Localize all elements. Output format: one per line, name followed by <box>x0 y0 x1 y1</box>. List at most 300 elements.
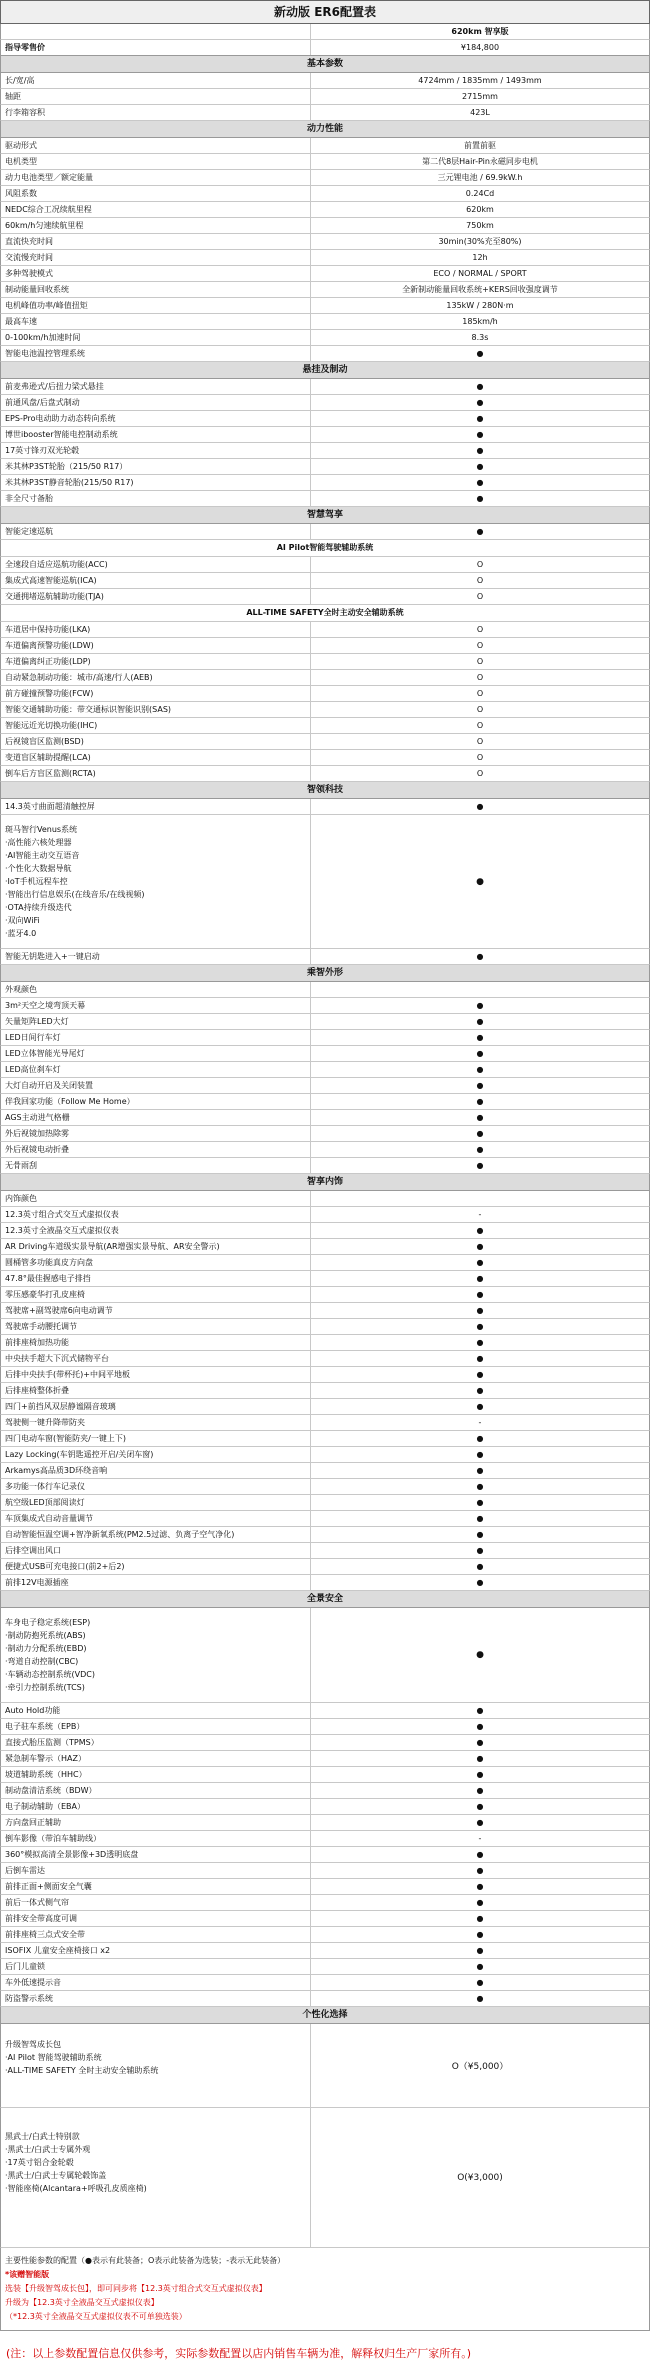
page-title: 新动版 ER6配置表 <box>0 0 650 24</box>
spec-label: 外观颜色 <box>1 982 311 997</box>
spec-label: 前麦弗逊式/后扭力梁式悬挂 <box>1 379 311 394</box>
spec-row <box>0 1415 650 1431</box>
spec-value: ● <box>476 802 484 811</box>
section-header: 全景安全 <box>0 1591 650 1608</box>
spec-row <box>0 750 650 766</box>
spec-multi-line: ·智能出行信息娱乐(在线音乐/在线视频) <box>5 890 145 899</box>
spec-row <box>0 443 650 459</box>
spec-label: 多种驾驶模式 <box>1 266 311 281</box>
subsection-header: AI Pilot智能驾驶辅助系统 <box>0 540 650 557</box>
spec-label: 智能远近光切换功能(IHC) <box>1 718 311 733</box>
spec-value: O <box>476 673 484 682</box>
spec-row <box>0 573 650 589</box>
spec-row <box>0 330 650 346</box>
section-header: 个性化选择 <box>0 2007 650 2024</box>
spec-label: 智能交通辅助功能：带交通标识智能识别(SAS) <box>1 702 311 717</box>
spec-label: 12.3英寸组合式交互式虚拟仪表 <box>1 1207 311 1222</box>
spec-value: ● <box>476 1962 484 1971</box>
spec-row <box>0 1703 650 1719</box>
spec-value: ● <box>476 398 484 407</box>
spec-label: 中央扶手超大下沉式储物平台 <box>1 1351 311 1366</box>
spec-label: 车道居中保持功能(LKA) <box>1 622 311 637</box>
spec-row <box>0 1110 650 1126</box>
section-header: 智享内饰 <box>0 1174 650 1191</box>
spec-value: ● <box>476 430 484 439</box>
spec-value: ● <box>476 1129 484 1138</box>
spec-value: 全新制动能量回收系统+KERS回收强度调节 <box>402 285 558 294</box>
spec-value: ● <box>476 1081 484 1090</box>
spec-value: ● <box>476 1450 484 1459</box>
spec-value: ● <box>476 1946 484 1955</box>
spec-label: 内饰颜色 <box>1 1191 311 1206</box>
spec-label: 四门+前挡风双层静谧隔音玻璃 <box>1 1399 311 1414</box>
section-header: 基本参数 <box>0 56 650 73</box>
spec-value: O <box>476 560 484 569</box>
spec-value: ● <box>476 1770 484 1779</box>
spec-value: O <box>476 592 484 601</box>
spec-label: 驾驶席+副驾驶席6向电动调节 <box>1 1303 311 1318</box>
spec-value: 前置前驱 <box>464 141 496 150</box>
spec-row <box>0 949 650 965</box>
spec-value <box>311 982 649 997</box>
spec-row <box>0 799 650 815</box>
spec-label: 驾驶侧一键升降带防夹 <box>1 1415 311 1430</box>
spec-multi-line: ·高性能六核处理器 <box>5 838 72 847</box>
spec-multi-line: ·17英寸铝合金轮毂 <box>5 2158 74 2167</box>
spec-value: ● <box>476 1097 484 1106</box>
spec-row <box>0 1367 650 1383</box>
spec-label: 电机峰值功率/峰值扭矩 <box>1 298 311 313</box>
spec-label: 自动紧急制动功能：城市/高速/行人(AEB) <box>1 670 311 685</box>
spec-value: ECO / NORMAL / SPORT <box>433 269 527 278</box>
spec-value: ● <box>476 1786 484 1795</box>
spec-label: 后排座椅整体折叠 <box>1 1383 311 1398</box>
spec-label: ISOFIX 儿童安全座椅接口 x2 <box>1 1943 311 1958</box>
spec-label: 制动盘清洁系统（BDW） <box>1 1783 311 1798</box>
spec-value: ● <box>476 1017 484 1026</box>
spec-value: 第二代8层Hair-Pin永磁同步电机 <box>422 157 538 166</box>
spec-label: 大灯自动开启及关闭装置 <box>1 1078 311 1093</box>
spec-value: 620km <box>466 205 494 214</box>
spec-row <box>0 1062 650 1078</box>
spec-row <box>0 1895 650 1911</box>
spec-multi-line: ·制动力分配系统(EBD) <box>5 1644 87 1653</box>
spec-value: ● <box>476 1994 484 2003</box>
spec-label: 前方碰撞预警功能(FCW) <box>1 686 311 701</box>
spec-value: ● <box>476 478 484 487</box>
spec-row <box>0 1271 650 1287</box>
spec-multi-line: ·弯道自动控制(CBC) <box>5 1657 79 1666</box>
spec-label: 前排正面+侧面安全气囊 <box>1 1879 311 1894</box>
spec-row <box>0 250 650 266</box>
spec-row <box>0 138 650 154</box>
spec-row <box>0 524 650 540</box>
spec-row <box>0 282 650 298</box>
spec-value: ● <box>476 1578 484 1587</box>
spec-label: 电子驻车系统（EPB） <box>1 1719 311 1734</box>
spec-row <box>0 1399 650 1415</box>
spec-label: 后排空调出风口 <box>1 1543 311 1558</box>
spec-row <box>0 1158 650 1174</box>
spec-value: - <box>478 1210 482 1219</box>
spec-row <box>0 1943 650 1959</box>
spec-label: 智能无钥匙进入+一键启动 <box>1 949 311 964</box>
spec-row <box>0 982 650 998</box>
spec-label: 17英寸锋刃双光轮毂 <box>1 443 311 458</box>
section-header: 智慧驾享 <box>0 507 650 524</box>
spec-label: 长/宽/高 <box>1 73 311 88</box>
spec-value: ● <box>476 1226 484 1235</box>
spec-value: O <box>476 705 484 714</box>
spec-label: 60km/h匀速续航里程 <box>1 218 311 233</box>
spec-row <box>0 1495 650 1511</box>
spec-label: 博世ibooster智能电控制动系统 <box>1 427 311 442</box>
spec-multi-line: ·双向WiFi <box>5 916 40 925</box>
spec-value: 2715mm <box>462 92 498 101</box>
spec-value: ● <box>476 1738 484 1747</box>
spec-value: ● <box>476 1482 484 1491</box>
spec-label: 倒车影像（带泊车辅助线） <box>1 1831 311 1846</box>
spec-value: ● <box>476 1530 484 1539</box>
spec-value: 135kW / 280N·m <box>446 301 514 310</box>
spec-value: 750km <box>466 221 494 230</box>
spec-row <box>0 427 650 443</box>
spec-multi-line: 黑武士/白武士特别款 <box>5 2132 80 2141</box>
spec-row <box>0 1431 650 1447</box>
spec-row <box>0 1959 650 1975</box>
spec-label: Arkamys高品质3D环绕音响 <box>1 1463 311 1478</box>
spec-label: 前排座椅三点式安全带 <box>1 1927 311 1942</box>
spec-multi-row <box>0 2024 650 2108</box>
spec-value: 4724mm / 1835mm / 1493mm <box>418 76 542 85</box>
spec-value: ● <box>476 414 484 423</box>
spec-value: ● <box>476 1514 484 1523</box>
model-header: 620km 智享版 <box>451 27 509 36</box>
spec-label: 后排中央扶手(带杯托)+中间平地板 <box>1 1367 311 1382</box>
spec-value: ● <box>476 1930 484 1939</box>
spec-row <box>0 702 650 718</box>
spec-value: ● <box>476 1338 484 1347</box>
spec-label: 前通风盘/后盘式制动 <box>1 395 311 410</box>
price-row <box>0 40 650 56</box>
spec-label: 车顶集成式自动音量调节 <box>1 1511 311 1526</box>
spec-row <box>0 734 650 750</box>
spec-label: 车外低速提示音 <box>1 1975 311 1990</box>
spec-label: 47.8°最佳握感电子排挡 <box>1 1271 311 1286</box>
spec-value: ● <box>476 1161 484 1170</box>
spec-value: ● <box>476 1754 484 1763</box>
notes-line: 选装【升级智驾成长包】，即可同步将【12.3英寸组合式交互式虚拟仪表】 <box>5 2284 267 2293</box>
spec-row <box>0 654 650 670</box>
spec-label: 外后视镜加热除雾 <box>1 1126 311 1141</box>
spec-label: 四门电动车窗(智能防夹/一键上下) <box>1 1431 311 1446</box>
spec-row <box>0 1511 650 1527</box>
spec-row <box>0 1527 650 1543</box>
spec-label: 非全尺寸备胎 <box>1 491 311 506</box>
spec-value: ● <box>476 1386 484 1395</box>
spec-label: 电子制动辅助（EBA） <box>1 1799 311 1814</box>
spec-label: 方向盘回正辅助 <box>1 1815 311 1830</box>
spec-row <box>0 1447 650 1463</box>
spec-label: 交流慢充时间 <box>1 250 311 265</box>
spec-label: 矢量矩阵LED大灯 <box>1 1014 311 1029</box>
spec-value: 423L <box>470 108 490 117</box>
spec-label: 车道偏离预警功能(LDW) <box>1 638 311 653</box>
spec-label: 前排安全带高度可调 <box>1 1911 311 1926</box>
spec-row <box>0 1815 650 1831</box>
spec-row <box>0 1014 650 1030</box>
spec-label: 多功能一体行车记录仪 <box>1 1479 311 1494</box>
spec-row <box>0 1287 650 1303</box>
spec-multi-line: ·车辆动态控制系统(VDC) <box>5 1670 96 1679</box>
spec-value: ● <box>476 446 484 455</box>
spec-row <box>0 638 650 654</box>
spec-label: 前排12V电源插座 <box>1 1575 311 1590</box>
spec-value: ● <box>476 1242 484 1251</box>
spec-label: 制动能量回收系统 <box>1 282 311 297</box>
spec-label: 米其林P3ST轮胎（215/50 R17） <box>1 459 311 474</box>
spec-value: ● <box>476 1898 484 1907</box>
spec-row <box>0 1543 650 1559</box>
spec-label: 电机类型 <box>1 154 311 169</box>
spec-row <box>0 89 650 105</box>
spec-row <box>0 1783 650 1799</box>
spec-row <box>0 1927 650 1943</box>
spec-label: 无骨雨刮 <box>1 1158 311 1173</box>
spec-row <box>0 1383 650 1399</box>
spec-label: 圆桶管多功能真皮方向盘 <box>1 1255 311 1270</box>
section-header: 动力性能 <box>0 121 650 138</box>
spec-row <box>0 1094 650 1110</box>
price-label: 指导零售价 <box>1 40 311 55</box>
spec-row <box>0 589 650 605</box>
spec-label: 外后视镜电动折叠 <box>1 1142 311 1157</box>
spec-multi-line: ·黑武士/白武士专属轮毂饰盖 <box>5 2171 107 2180</box>
spec-label: 零压感豪华打孔皮座椅 <box>1 1287 311 1302</box>
spec-row <box>0 1319 650 1335</box>
spec-row <box>0 1126 650 1142</box>
spec-value: ● <box>476 1850 484 1859</box>
spec-multi-line: 车身电子稳定系统(ESP) <box>5 1618 91 1627</box>
spec-label: 全速段自适应巡航功能(ACC) <box>1 557 311 572</box>
spec-row <box>0 1879 650 1895</box>
spec-label: 0-100km/h加速时间 <box>1 330 311 345</box>
spec-row <box>0 1799 650 1815</box>
spec-value: ● <box>476 1001 484 1010</box>
spec-value: ● <box>476 1145 484 1154</box>
spec-value: ● <box>476 1306 484 1315</box>
spec-value: ● <box>476 1370 484 1379</box>
spec-value: ● <box>476 1466 484 1475</box>
spec-multi-line: ·AI智能主动交互语音 <box>5 851 80 860</box>
spec-value: ● <box>476 1498 484 1507</box>
spec-multi-line: ·OTA持续升级迭代 <box>5 903 72 912</box>
spec-row <box>0 491 650 507</box>
spec-label: 前后一体式侧气帘 <box>1 1895 311 1910</box>
spec-label: 直接式胎压监测（TPMS） <box>1 1735 311 1750</box>
spec-row <box>0 1975 650 1991</box>
spec-value: ● <box>476 1706 484 1715</box>
spec-value: O(¥3,000) <box>457 2172 503 2183</box>
spec-row <box>0 1142 650 1158</box>
spec-label: 直流快充时间 <box>1 234 311 249</box>
spec-row <box>0 1255 650 1271</box>
spec-row <box>0 314 650 330</box>
spec-value: 0.24Cd <box>465 189 495 198</box>
spec-row <box>0 1223 650 1239</box>
spec-value: ● <box>476 1914 484 1923</box>
spec-row <box>0 346 650 362</box>
spec-label: 最高车速 <box>1 314 311 329</box>
spec-row <box>0 411 650 427</box>
spec-row <box>0 718 650 734</box>
model-header-row <box>0 24 650 40</box>
spec-row <box>0 1303 650 1319</box>
spec-row <box>0 1030 650 1046</box>
spec-multi-row <box>0 815 650 949</box>
spec-value: 185km/h <box>462 317 498 326</box>
spec-label: 便捷式USB可充电接口(前2+后2) <box>1 1559 311 1574</box>
spec-row <box>0 686 650 702</box>
spec-row <box>0 379 650 395</box>
spec-value: ● <box>476 1866 484 1875</box>
spec-row <box>0 1991 650 2007</box>
spec-value: - <box>478 1834 482 1843</box>
notes-line: （*12.3英寸全液晶交互式虚拟仪表不可单独选装） <box>5 2312 187 2321</box>
spec-label: 交通拥堵巡航辅助功能(TJA) <box>1 589 311 604</box>
notes-line: 升级为【12.3英寸全液晶交互式虚拟仪表】 <box>5 2298 159 2307</box>
spec-value: O <box>476 689 484 698</box>
spec-row <box>0 218 650 234</box>
spec-label: 变道盲区辅助提醒(LCA) <box>1 750 311 765</box>
spec-label: 防盗警示系统 <box>1 1991 311 2006</box>
spec-label: 风阻系数 <box>1 186 311 201</box>
spec-row <box>0 1335 650 1351</box>
spec-multi-line: 升级智驾成长包 <box>5 2040 61 2049</box>
spec-value: ● <box>476 1802 484 1811</box>
spec-row <box>0 1207 650 1223</box>
spec-value: O <box>476 737 484 746</box>
spec-label: 360°模拟高清全景影像+3D透明底盘 <box>1 1847 311 1862</box>
spec-label: 伴我回家功能（Follow Me Home） <box>1 1094 311 1109</box>
spec-row <box>0 1767 650 1783</box>
spec-value: O <box>476 641 484 650</box>
spec-label: 行李箱容积 <box>1 105 311 120</box>
spec-row <box>0 998 650 1014</box>
price-value: ¥184,800 <box>460 43 500 52</box>
spec-multi-line: ·ALL-TIME SAFETY 全时主动安全辅助系统 <box>5 2066 159 2075</box>
spec-row <box>0 475 650 491</box>
spec-row <box>0 1559 650 1575</box>
subsection-header: ALL-TIME SAFETY全时主动安全辅助系统 <box>0 605 650 622</box>
spec-label: 坡道辅助系统（HHC） <box>1 1767 311 1782</box>
spec-value: ● <box>476 1113 484 1122</box>
spec-row <box>0 170 650 186</box>
spec-label: 紧急制车警示（HAZ） <box>1 1751 311 1766</box>
section-header: 智领科技 <box>0 782 650 799</box>
spec-label: 后倒车雷达 <box>1 1863 311 1878</box>
spec-row <box>0 154 650 170</box>
spec-value: ● <box>476 1065 484 1074</box>
spec-row <box>0 1239 650 1255</box>
spec-label: Lazy Locking(车钥匙遥控开启/关闭车窗) <box>1 1447 311 1462</box>
spec-row <box>0 1847 650 1863</box>
spec-label: 集成式高速智能巡航(ICA) <box>1 573 311 588</box>
spec-value: O <box>476 657 484 666</box>
spec-value: O <box>476 769 484 778</box>
spec-value: 三元锂电池 / 69.9kW.h <box>437 173 523 182</box>
spec-label: AR Driving车道级实景导航(AR增强实景导航、AR安全警示) <box>1 1239 311 1254</box>
spec-row <box>0 73 650 89</box>
notes-package-title: *该赠智能版 <box>5 2270 50 2279</box>
spec-row <box>0 298 650 314</box>
spec-multi-label <box>1 1608 311 1702</box>
spec-value: ● <box>476 1402 484 1411</box>
spec-label: EPS-Pro电动助力动态转向系统 <box>1 411 311 426</box>
spec-multi-line: ·黑武士/白武士专属外观 <box>5 2145 91 2154</box>
spec-value: ● <box>476 1049 484 1058</box>
spec-row <box>0 1863 650 1879</box>
spec-multi-line: ·IoT手机远程车控 <box>5 877 68 886</box>
spec-row <box>0 1751 650 1767</box>
spec-row <box>0 234 650 250</box>
spec-value: O <box>476 753 484 762</box>
spec-value: ● <box>476 1562 484 1571</box>
spec-row <box>0 1078 650 1094</box>
spec-value: ● <box>476 1546 484 1555</box>
spec-label: 倒车后方盲区监测(RCTA) <box>1 766 311 781</box>
spec-multi-line: ·智能座椅(Alcantara+呼吸孔皮质座椅) <box>5 2184 147 2193</box>
spec-label: 智能定速巡航 <box>1 524 311 539</box>
spec-value: ● <box>476 1722 484 1731</box>
spec-label: 智能电池温控管理系统 <box>1 346 311 361</box>
spec-row <box>0 1351 650 1367</box>
spec-value: ● <box>476 1290 484 1299</box>
spec-multi-line: ·蓝牙4.0 <box>5 929 37 938</box>
spec-label: NEDC综合工况续航里程 <box>1 202 311 217</box>
spec-value: ● <box>476 1978 484 1987</box>
sections <box>0 56 650 2248</box>
spec-row <box>0 1191 650 1207</box>
spec-value: ● <box>476 1818 484 1827</box>
spec-multi-line: ·个性化大数据导航 <box>5 864 72 873</box>
spec-label: 14.3英寸曲面超清触控屏 <box>1 799 311 814</box>
spec-label: 自动智能恒温空调+智净新氧系统(PM2.5过滤、负离子空气净化) <box>1 1527 311 1542</box>
spec-value: ● <box>476 1033 484 1042</box>
spec-value: ● <box>476 1274 484 1283</box>
spec-value: O <box>476 721 484 730</box>
notes <box>0 2248 650 2331</box>
spec-value: ● <box>476 952 484 961</box>
spec-value: ● <box>476 382 484 391</box>
spec-row <box>0 1911 650 1927</box>
spec-row <box>0 1575 650 1591</box>
spec-label: LED高位刹车灯 <box>1 1062 311 1077</box>
spec-multi-row <box>0 1608 650 1703</box>
spec-label: LED立体智能光导尾灯 <box>1 1046 311 1061</box>
spec-value: ● <box>476 1650 484 1660</box>
spec-value: ● <box>476 876 484 887</box>
spec-row <box>0 202 650 218</box>
spec-label: 后门儿童锁 <box>1 1959 311 1974</box>
spec-label: 后视镜盲区监测(BSD) <box>1 734 311 749</box>
spec-multi-label <box>1 815 311 948</box>
spec-row <box>0 622 650 638</box>
spec-label: Auto Hold功能 <box>1 1703 311 1718</box>
spec-label: 12.3英寸全液晶交互式虚拟仪表 <box>1 1223 311 1238</box>
spec-value: O <box>476 625 484 634</box>
spec-value: ● <box>476 1882 484 1891</box>
